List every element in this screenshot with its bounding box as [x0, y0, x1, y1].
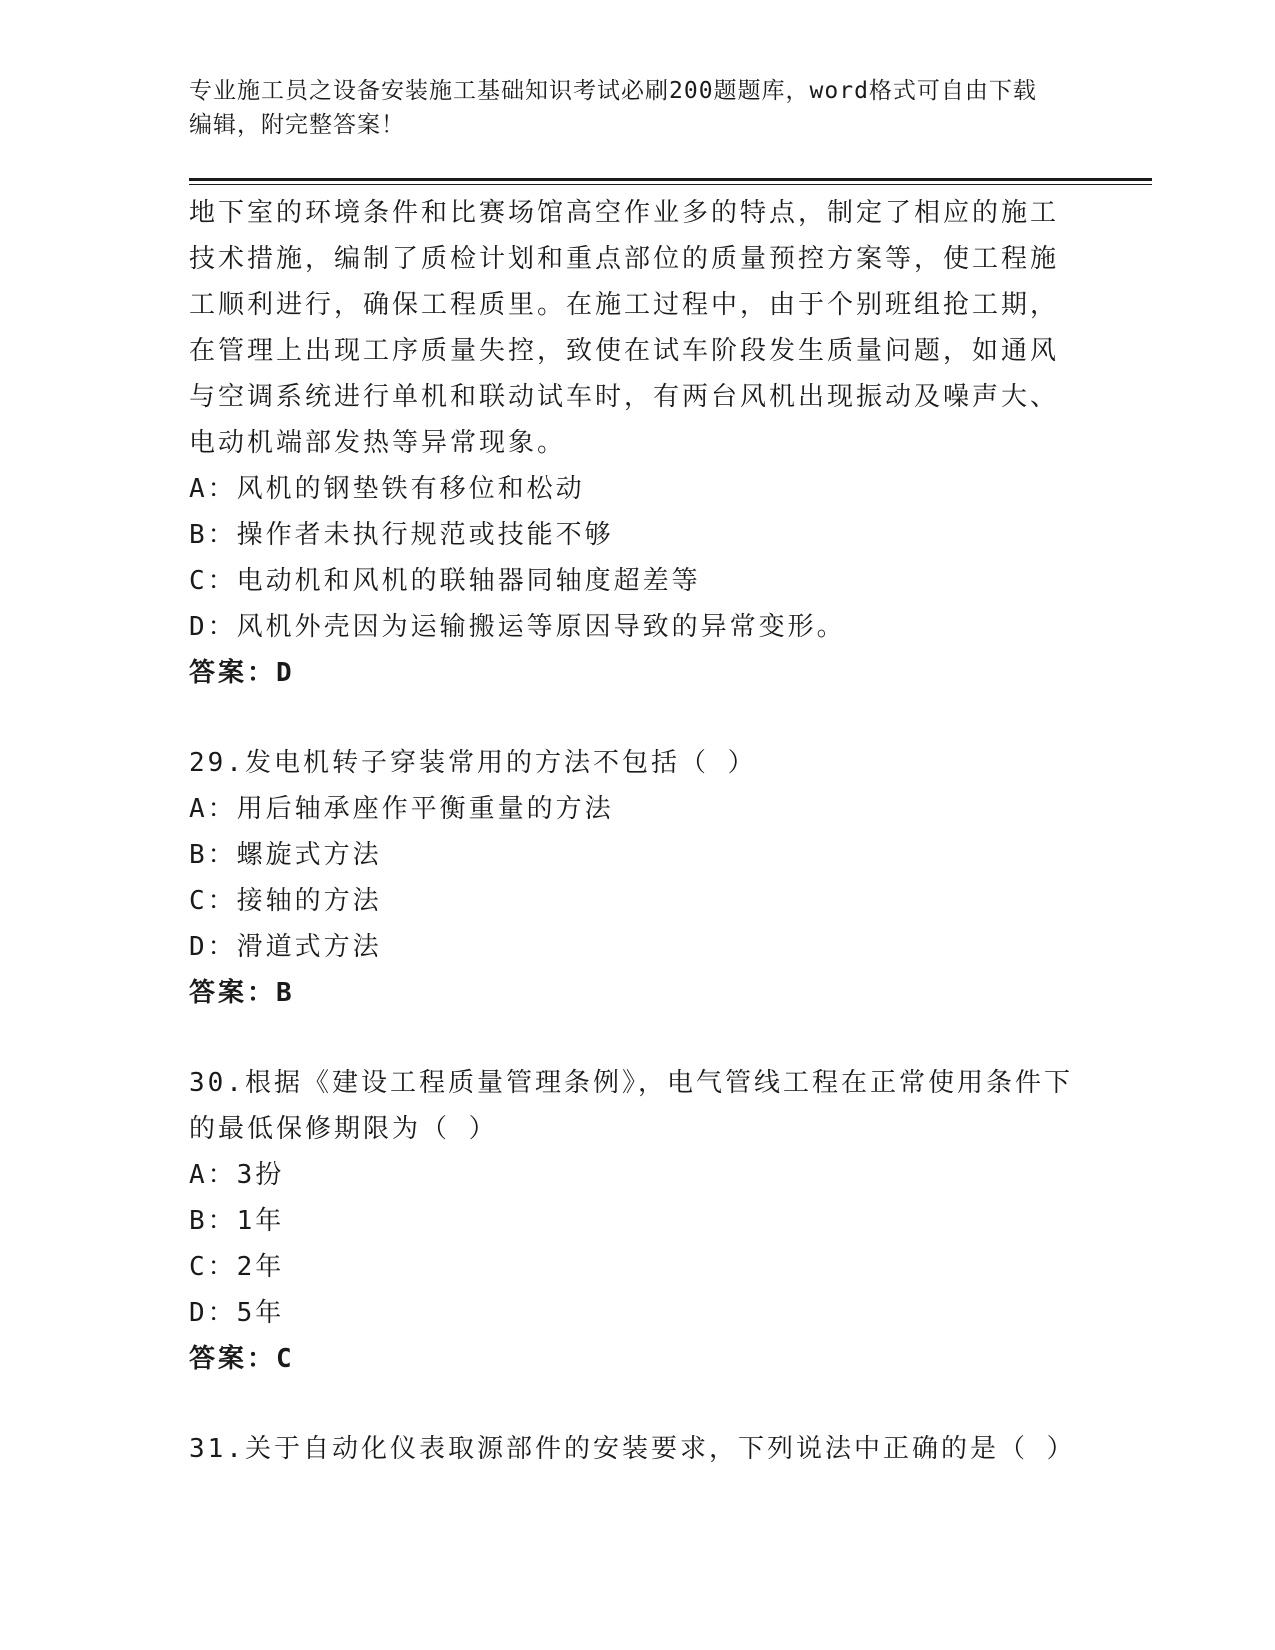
option-b: B：操作者未执行规范或技能不够: [189, 520, 614, 550]
question-stem-line: 技术措施，编制了质检计划和重点部位的质量预控方案等，使工程施: [189, 244, 1060, 274]
option-d: D：风机外壳因为运输搬运等原因导致的异常变形。: [189, 612, 846, 642]
question-title: 30.根据《建设工程质量管理条例》，电气管线工程在正常使用条件下: [189, 1068, 1073, 1098]
question-stem-line: 与空调系统进行单机和联动试车时，有两台风机出现振动及噪声大、: [189, 382, 1060, 412]
spacer: [189, 1016, 1069, 1060]
header-divider-thick: [189, 178, 1152, 181]
option-c: C：2年: [189, 1252, 285, 1282]
answer-label: 答案：C: [189, 1344, 295, 1374]
answer-label: 答案：D: [189, 658, 295, 688]
option-b: B：螺旋式方法: [189, 840, 382, 870]
option-d: D：滑道式方法: [189, 932, 382, 962]
question-28: [189, 190, 1069, 696]
option-b: B：1年: [189, 1206, 285, 1236]
option-a: A：风机的钢垫铁有移位和松动: [189, 474, 585, 504]
document-header: [189, 74, 1069, 142]
option-a: A：用后轴承座作平衡重量的方法: [189, 794, 614, 824]
header-line-2: 编辑，附完整答案！: [189, 112, 405, 138]
spacer: [189, 1382, 1069, 1426]
question-stem-line: 地下室的环境条件和比赛场馆高空作业多的特点，制定了相应的施工: [189, 198, 1060, 228]
header-line-1: 专业施工员之设备安装施工基础知识考试必刷200题题库，word格式可自由下载: [189, 78, 1037, 104]
question-stem-line: 工顺利进行，确保工程质里。在施工过程中，由于个别班组抢工期，: [189, 290, 1060, 320]
header-divider-thin: [189, 184, 1152, 185]
question-29: [189, 740, 1069, 1016]
option-d: D：5年: [189, 1298, 285, 1328]
option-c: C：接轴的方法: [189, 886, 382, 916]
question-title: 31.关于自动化仪表取源部件的安装要求，下列说法中正确的是（ ）: [189, 1434, 1076, 1464]
question-title: 29.发电机转子穿装常用的方法不包括（ ）: [189, 748, 757, 778]
question-31: [189, 1426, 1076, 1472]
question-30: [189, 1060, 1073, 1382]
option-c: C：电动机和风机的联轴器同轴度超差等: [189, 566, 701, 596]
question-stem-line: 在管理上出现工序质量失控，致使在试车阶段发生质量问题，如通风: [189, 336, 1060, 366]
question-title-continued: 的最低保修期限为（ ）: [189, 1114, 498, 1144]
spacer: [189, 696, 1069, 740]
option-a: A：3扮: [189, 1160, 285, 1190]
question-stem-line: 电动机端部发热等异常现象。: [189, 428, 567, 458]
answer-label: 答案：B: [189, 978, 295, 1008]
question-content: [189, 190, 1076, 1472]
